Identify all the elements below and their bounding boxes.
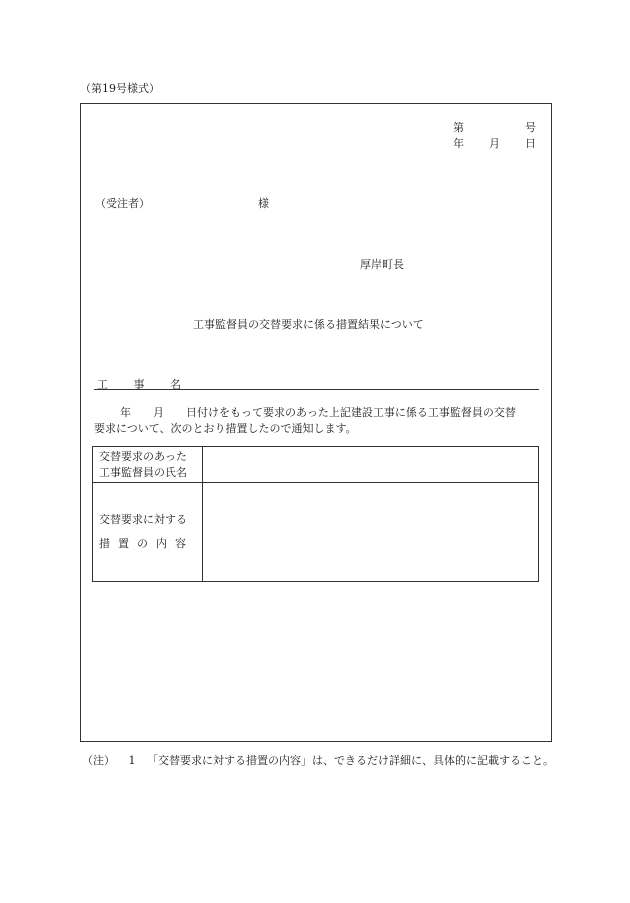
form-number: （第19号様式） xyxy=(80,82,160,95)
document-number-prefix: 第 xyxy=(453,121,464,134)
footnote-text: 「交替要求に対する措置の内容」は、できるだけ詳細に、具体的に記載すること。 xyxy=(147,754,554,767)
project-name-field[interactable] xyxy=(94,389,539,390)
recipient-label: （受注者） xyxy=(95,197,150,210)
footnote xyxy=(82,752,556,768)
supervisor-name-field[interactable] xyxy=(203,447,539,483)
date-day: 日 xyxy=(525,137,536,150)
supervisor-name-label: 交替要求のあった 工事監督員の氏名 xyxy=(93,447,203,483)
detail-table xyxy=(92,446,539,582)
body-line-2: 要求について、次のとおり措置したので通知します。 xyxy=(94,422,357,435)
date-month: 月 xyxy=(489,137,500,150)
table-row xyxy=(93,483,539,582)
date-year: 年 xyxy=(453,137,464,150)
measure-content-field[interactable] xyxy=(203,483,539,582)
document-number-suffix: 号 xyxy=(525,121,536,134)
document-subject: 工事監督員の交替要求に係る措置結果について xyxy=(193,318,424,331)
recipient-honorific: 様 xyxy=(258,197,269,210)
footnote-prefix: （注） xyxy=(82,754,115,767)
body-line-1: 年 月 日付けをもって要求のあった上記建設工事に係る工事監督員の交替 xyxy=(120,406,516,419)
sender-name: 厚岸町長 xyxy=(360,258,404,271)
body-text xyxy=(94,405,540,437)
table-row xyxy=(93,447,539,483)
measure-content-label: 交替要求に対する 措置の内容 xyxy=(93,483,203,582)
footnote-number: 1 xyxy=(128,754,136,767)
project-name-label: 工 事 名 xyxy=(97,378,192,391)
